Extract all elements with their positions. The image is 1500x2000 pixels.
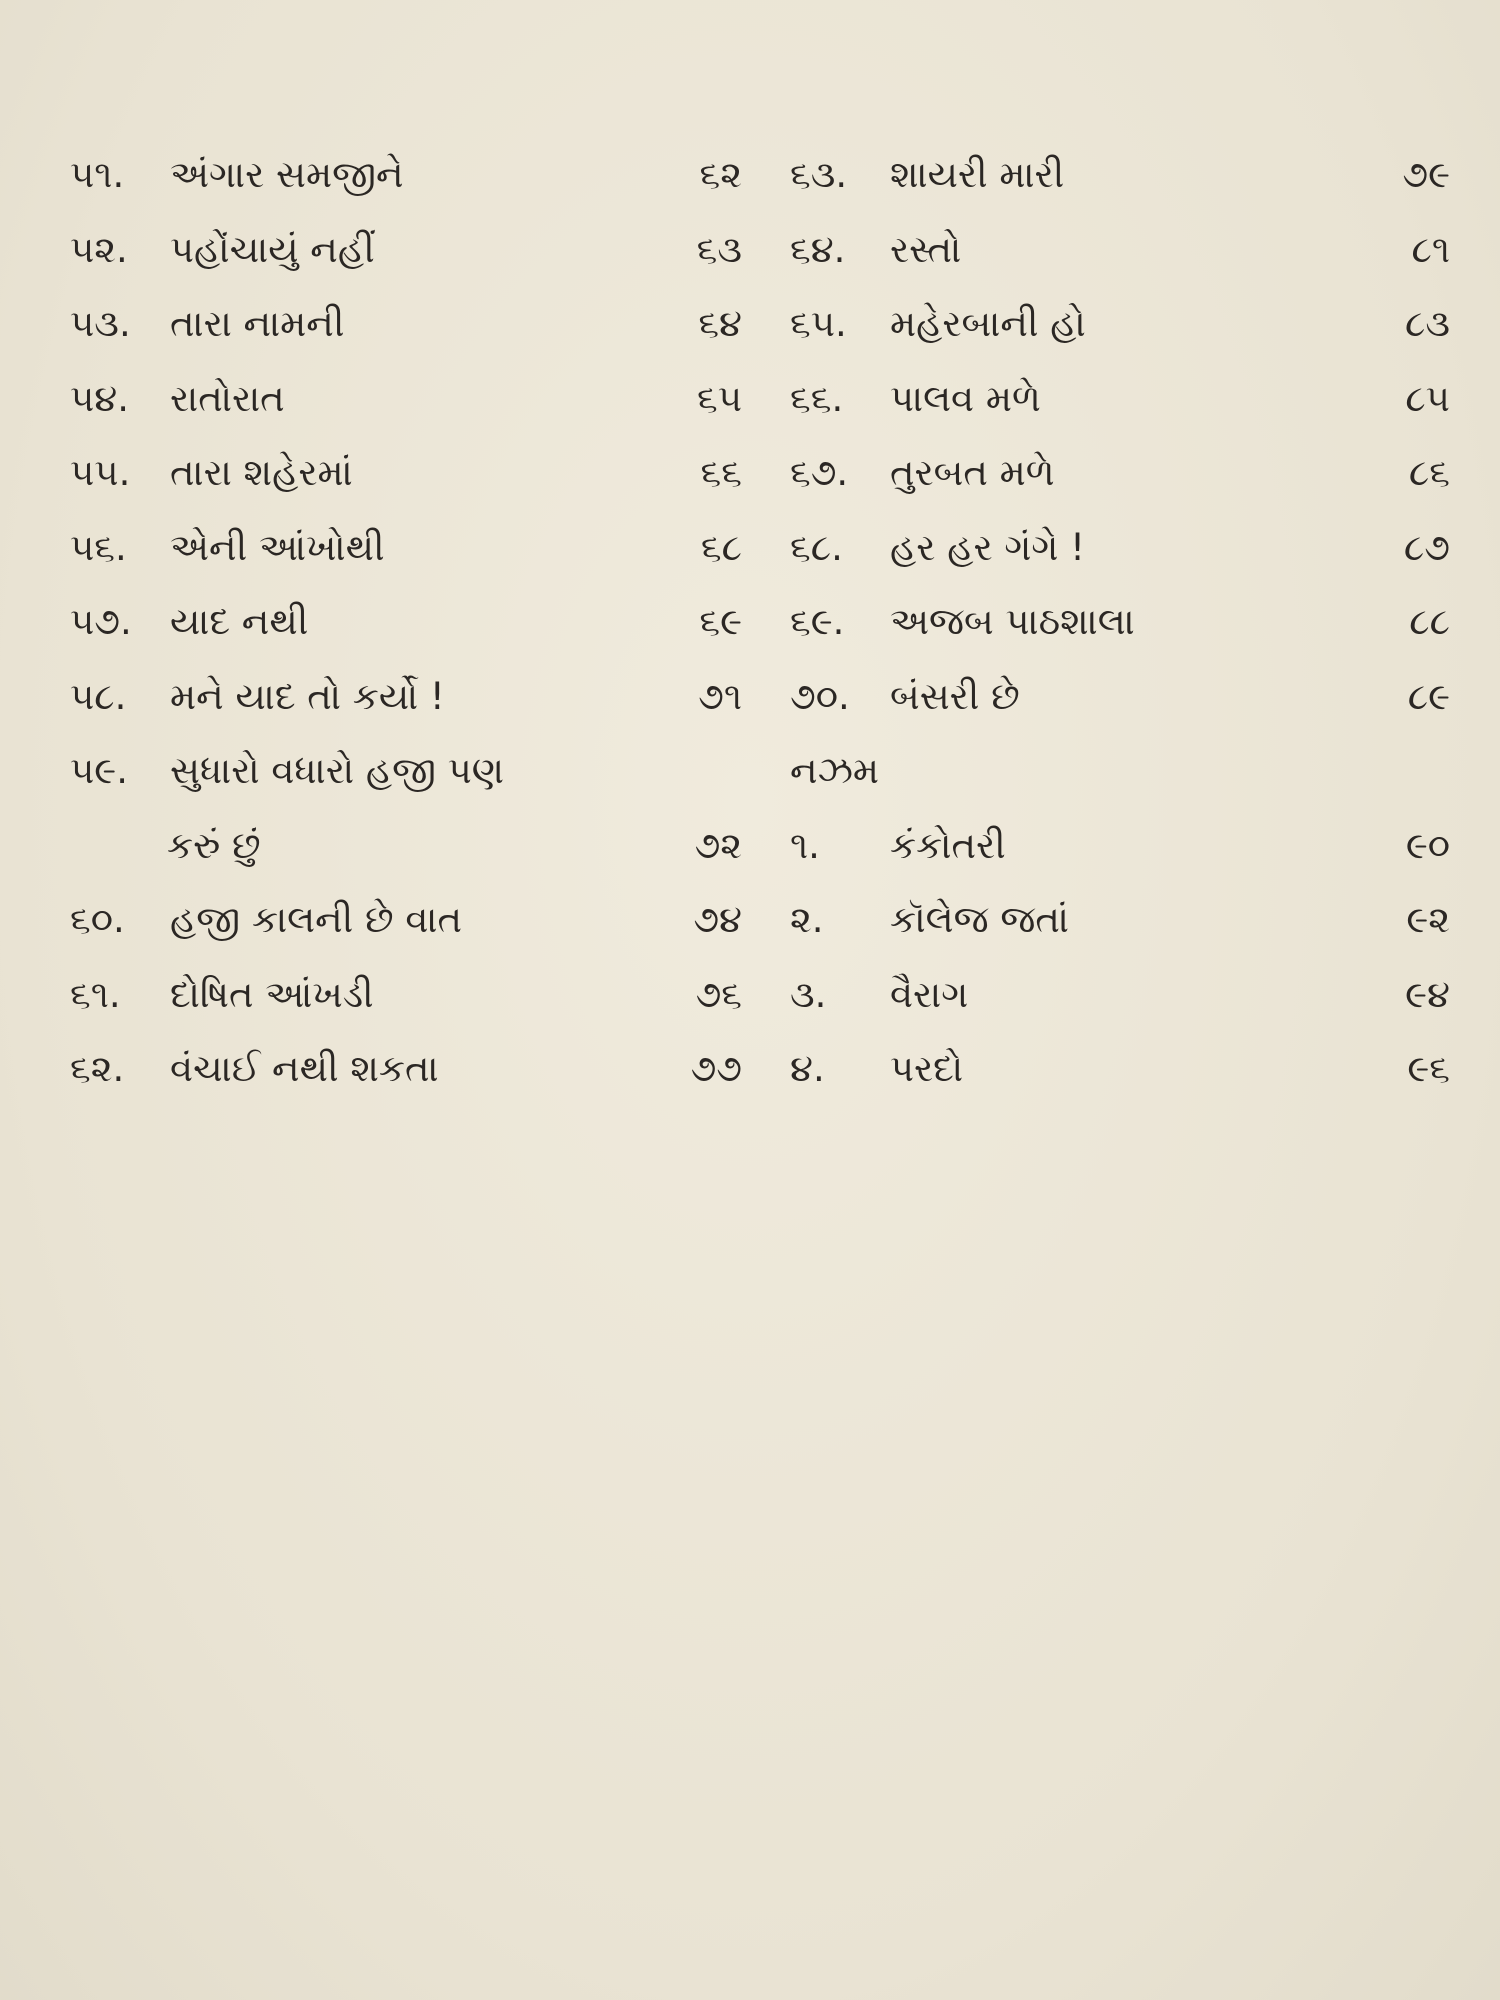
entry-number: ૫૬. xyxy=(70,525,127,569)
entry-number: ૬૩. xyxy=(790,153,848,196)
toc-left-column xyxy=(70,138,742,1107)
entry-page-number: ૮૧ xyxy=(1411,227,1450,271)
toc-entry xyxy=(790,362,1450,437)
toc-entry-continuation xyxy=(70,809,742,884)
entry-page-number: ૬૫ xyxy=(696,376,742,420)
entry-page-number: ૯૬ xyxy=(1407,1047,1450,1090)
entry-number: ૬૮. xyxy=(790,525,843,569)
entry-page-number: ૬૪ xyxy=(698,302,742,345)
toc-entry xyxy=(70,958,742,1033)
entry-title: વૈરાગ xyxy=(890,972,969,1016)
section-heading-text: નઝમ xyxy=(790,749,879,792)
toc-entry xyxy=(70,1032,742,1107)
toc-entry xyxy=(790,585,1450,660)
entry-number: ૫૩. xyxy=(70,302,131,345)
toc-entry xyxy=(70,213,742,288)
entry-number: ૫૪. xyxy=(70,376,130,420)
entry-page-number: ૭૪ xyxy=(693,898,742,941)
entry-page-number: ૮૯ xyxy=(1407,674,1450,718)
toc-entry xyxy=(790,660,1450,735)
entry-title: એની આંખોથી xyxy=(170,525,385,569)
entry-number: ૬૫. xyxy=(790,302,847,345)
toc-entry xyxy=(790,883,1450,958)
toc-right-column xyxy=(790,138,1450,1107)
entry-number: ૫૨. xyxy=(70,227,128,271)
entry-number: ૬૦. xyxy=(70,898,125,941)
toc-entry xyxy=(70,883,742,958)
entry-number: ૬૬. xyxy=(790,376,844,420)
entry-title: તારા શહેરમાં xyxy=(170,451,353,494)
entry-number: ૬૪. xyxy=(790,227,846,271)
entry-title: તુરબત મળે xyxy=(890,451,1055,494)
entry-title: હર હર ગંગે ! xyxy=(890,525,1086,569)
entry-title: અજબ પાઠશાલા xyxy=(890,600,1135,643)
entry-title: પહોંચાયું નહીં xyxy=(170,227,375,271)
toc-entry xyxy=(790,287,1450,362)
toc-entry xyxy=(70,585,742,660)
entry-title: યાદ નથી xyxy=(170,600,309,643)
entry-title: બંસરી છે xyxy=(890,674,1020,718)
entry-number: ૭૦. xyxy=(790,674,850,718)
entry-page-number: ૮૮ xyxy=(1409,600,1450,643)
section-heading xyxy=(790,734,1450,809)
entry-title: દોષિત આંખડી xyxy=(170,972,374,1016)
entry-title: કરું છું xyxy=(167,823,261,867)
entry-title: સુધારો વધારો હજી પણ xyxy=(170,749,505,792)
entry-number: ૨. xyxy=(790,898,824,941)
entry-page-number: ૬૮ xyxy=(700,525,742,569)
entry-page-number: ૭૨ xyxy=(694,823,742,867)
toc-entry xyxy=(70,734,730,809)
toc-entry xyxy=(790,511,1450,586)
entry-number: ૫૭. xyxy=(70,600,132,643)
entry-title: રસ્તો xyxy=(890,227,962,271)
entry-number: ૫૧. xyxy=(70,153,125,196)
toc-entry xyxy=(70,660,742,735)
entry-page-number: ૬૯ xyxy=(699,600,742,643)
entry-title: રાતોરાત xyxy=(170,376,285,420)
toc-entry xyxy=(790,958,1450,1033)
entry-page-number: ૮૬ xyxy=(1408,451,1450,494)
toc-entry xyxy=(70,287,742,362)
entry-page-number: ૯૦ xyxy=(1405,823,1450,867)
entry-number: ૪. xyxy=(790,1047,825,1090)
entry-page-number: ૮૩ xyxy=(1405,302,1450,345)
entry-title: મહેરબાની હો xyxy=(890,302,1086,345)
entry-number: ૫૫. xyxy=(70,451,131,494)
entry-page-number: ૯૨ xyxy=(1406,898,1450,941)
entry-title: વંચાઈ નથી શકતા xyxy=(170,1047,439,1090)
toc-entry xyxy=(790,213,1450,288)
entry-title: શાયરી મારી xyxy=(890,153,1065,196)
entry-number: ૬૯. xyxy=(790,600,845,643)
entry-title: હજી કાલની છે વાત xyxy=(170,898,463,941)
entry-page-number: ૮૭ xyxy=(1403,525,1450,569)
entry-number: ૧. xyxy=(790,823,820,867)
toc-entry xyxy=(790,138,1450,213)
entry-title: અંગાર સમજીને xyxy=(170,153,404,196)
toc-entry xyxy=(70,138,742,213)
toc-entry xyxy=(790,1032,1450,1107)
toc-entry xyxy=(790,809,1450,884)
entry-title: પરદો xyxy=(890,1047,964,1090)
entry-page-number: ૯૪ xyxy=(1405,972,1450,1016)
entry-page-number: ૬૬ xyxy=(700,451,742,494)
entry-title: કૉલેજ જતાં xyxy=(890,898,1070,941)
entry-number: ૬૭. xyxy=(790,451,849,494)
entry-page-number: ૭૭ xyxy=(690,1047,742,1090)
entry-page-number: ૮૫ xyxy=(1405,376,1450,420)
entry-number: ૫૮. xyxy=(70,674,127,718)
entry-title: કંકોતરી xyxy=(890,823,1006,867)
entry-page-number: ૭૬ xyxy=(695,972,742,1016)
entry-number: ૬૨. xyxy=(70,1047,125,1090)
entry-page-number: ૭૯ xyxy=(1402,153,1450,196)
toc-entry xyxy=(790,436,1450,511)
entry-title: તારા નામની xyxy=(170,302,345,345)
entry-page-number: ૬૨ xyxy=(699,153,742,196)
entry-page-number: ૭૧ xyxy=(698,674,742,718)
entry-title: મને યાદ તો કર્યો ! xyxy=(170,674,445,718)
toc-entry xyxy=(70,362,742,437)
entry-title: પાલવ મળે xyxy=(890,376,1041,420)
toc-entry xyxy=(70,511,742,586)
entry-number: ૬૧. xyxy=(70,972,121,1016)
toc-entry xyxy=(70,436,742,511)
entry-page-number: ૬૩ xyxy=(696,227,742,271)
entry-number: ૫૯. xyxy=(70,749,128,792)
entry-number: ૩. xyxy=(790,972,827,1016)
